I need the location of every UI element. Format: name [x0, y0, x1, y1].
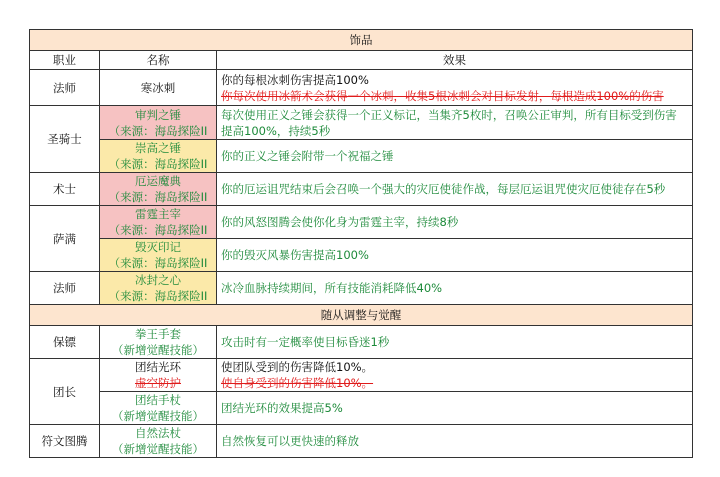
effect-cell: 你的风怒图腾会使你化身为雷霆主宰，持续8秒	[217, 206, 693, 239]
item-name: 崇高之锤	[135, 141, 181, 155]
effect-cell: 你的毁灭风暴伤害提高100%	[217, 239, 693, 272]
table-row	[30, 326, 693, 359]
table-row	[30, 272, 693, 305]
effect-cell: 你的正义之锤会附带一个祝福之锤	[217, 140, 693, 173]
job-cell: 萨满	[30, 206, 100, 272]
name-cell	[100, 392, 217, 425]
effect-text: 使团队受到的伤害降低10%。	[221, 360, 374, 374]
section-header-accessories	[30, 30, 693, 51]
effect-struck-text: 你每次使用冰箭术会获得一个冰刺，收集5根冰刺会对目标发射，每根造成100%的伤害	[221, 88, 664, 103]
table-row	[30, 140, 693, 173]
effect-cell: 团结光环的效果提高5%	[217, 392, 693, 425]
name-cell	[100, 359, 217, 392]
item-name: 拳王手套	[135, 327, 181, 341]
item-source: （来源：海岛探险II	[108, 289, 208, 303]
item-name-struck: 虚空防护	[135, 376, 181, 390]
job-cell: 法师	[30, 70, 100, 106]
section-header-followers	[30, 305, 693, 326]
effect-cell: 你的厄运诅咒结束后会召唤一个强大的灾厄使徒作战，每层厄运诅咒使灾厄使徒存在5秒	[217, 173, 693, 206]
item-name: 毁灭印记	[135, 240, 181, 254]
item-name: 团结手杖	[135, 393, 181, 407]
section-title: 饰品	[30, 30, 693, 51]
name-cell	[100, 425, 217, 458]
table-row	[30, 392, 693, 425]
item-source: （新增觉醒技能）	[112, 343, 204, 357]
name-cell	[100, 326, 217, 359]
accessory-change-table	[29, 29, 693, 458]
column-header-effect: 效果	[217, 51, 693, 70]
job-cell: 符文图腾	[30, 425, 100, 458]
column-header-job: 职业	[30, 51, 100, 70]
effect-cell	[217, 359, 693, 392]
effect-struck-text: 使自身受到的伤害降低10%。	[221, 376, 374, 390]
name-cell	[100, 140, 217, 173]
table-row	[30, 173, 693, 206]
item-source: （来源：海岛探险II	[108, 123, 208, 138]
effect-cell: 攻击时有一定概率使目标昏迷1秒	[217, 326, 693, 359]
item-source: （来源：海岛探险II	[108, 190, 208, 204]
table-row	[30, 70, 693, 106]
item-name: 雷霆主宰	[135, 207, 181, 221]
table-row	[30, 239, 693, 272]
column-header-name: 名称	[100, 51, 217, 70]
effect-text: 你的每根冰刺伤害提高100%	[221, 72, 369, 87]
item-name: 冰封之心	[135, 273, 181, 287]
name-cell	[100, 239, 217, 272]
job-cell: 圣骑士	[30, 106, 100, 173]
name-cell	[100, 206, 217, 239]
item-name: 团结光环	[135, 360, 181, 374]
name-cell	[100, 272, 217, 305]
item-name: 审判之锤	[135, 107, 181, 122]
effect-cell: 自然恢复可以更快速的释放	[217, 425, 693, 458]
table-row	[30, 359, 693, 392]
effect-cell: 冰冷血脉持续期间，所有技能消耗降低40%	[217, 272, 693, 305]
table-row	[30, 206, 693, 239]
effect-cell: 每次使用正义之锤会获得一个正义标记，当集齐5枚时，召唤公正审判，所有目标受到伤害提高100%，持续5秒	[217, 106, 693, 140]
item-source: （新增觉醒技能）	[112, 442, 204, 456]
item-source: （新增觉醒技能）	[112, 409, 204, 423]
table-row	[30, 425, 693, 458]
name-cell	[100, 106, 217, 140]
table-header-row	[30, 51, 693, 70]
job-cell: 法师	[30, 272, 100, 305]
item-name: 厄运魔典	[135, 174, 181, 188]
item-source: （来源：海岛探险II	[108, 223, 208, 237]
item-name: 自然法杖	[135, 426, 181, 440]
item-source: （来源：海岛探险II	[108, 157, 208, 171]
job-cell: 团长	[30, 359, 100, 425]
item-source: （来源：海岛探险II	[108, 256, 208, 270]
name-cell: 寒冰刺	[100, 70, 217, 106]
table-row	[30, 106, 693, 140]
job-cell: 保镖	[30, 326, 100, 359]
name-cell	[100, 173, 217, 206]
section-title: 随从调整与觉醒	[30, 305, 693, 326]
job-cell: 术士	[30, 173, 100, 206]
effect-cell	[217, 70, 693, 106]
